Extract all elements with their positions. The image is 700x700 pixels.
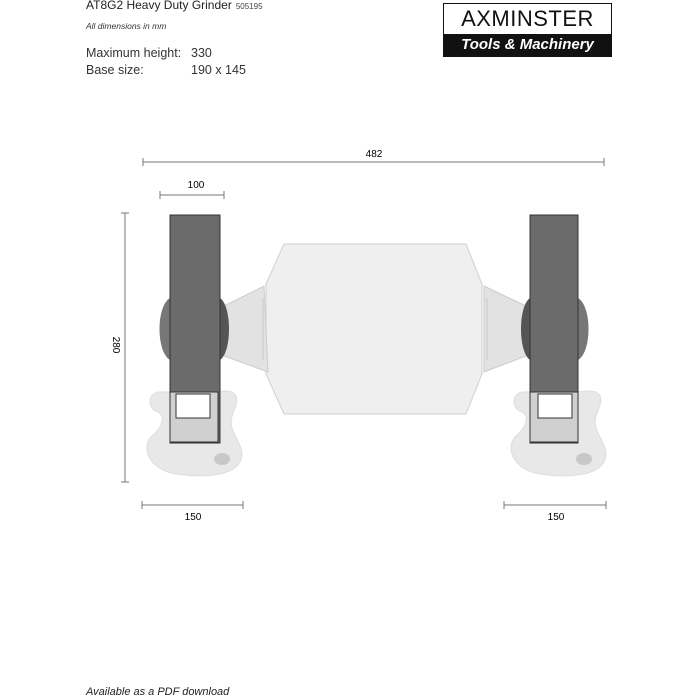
motor-body [266, 244, 482, 414]
units-note: All dimensions in mm [86, 21, 167, 31]
height-label: 280 [110, 336, 121, 354]
dimension-height [121, 213, 129, 482]
right-shaft-cone [484, 286, 526, 372]
left-foot-label: 150 [184, 512, 202, 523]
dimension-wheel-width [160, 191, 224, 199]
spec-max-height-value: 330 [191, 46, 212, 60]
spec-base-size-label: Base size: [86, 63, 144, 77]
pdf-download-note: Available as a PDF download [86, 686, 230, 698]
right-foot-label: 150 [547, 512, 565, 523]
left-hub [160, 298, 171, 360]
left-tool-rest [170, 392, 218, 442]
wheel-width-label: 100 [187, 180, 205, 191]
dimension-right-foot [504, 501, 606, 509]
product-code: 505195 [235, 2, 263, 11]
brand-tagline: Tools & Machinery [444, 34, 611, 56]
spec-base-size-value: 190 x 145 [191, 63, 246, 77]
overall-width-label: 482 [365, 149, 383, 160]
spec-max-height-label: Maximum height: [86, 46, 182, 60]
right-tool-rest [530, 392, 578, 442]
product-name: AT8G2 Heavy Duty Grinder [86, 0, 232, 12]
right-hub [578, 298, 589, 360]
dimension-left-foot [142, 501, 243, 509]
left-shaft-cone [224, 286, 268, 372]
brand-name: AXMINSTER [461, 6, 594, 31]
